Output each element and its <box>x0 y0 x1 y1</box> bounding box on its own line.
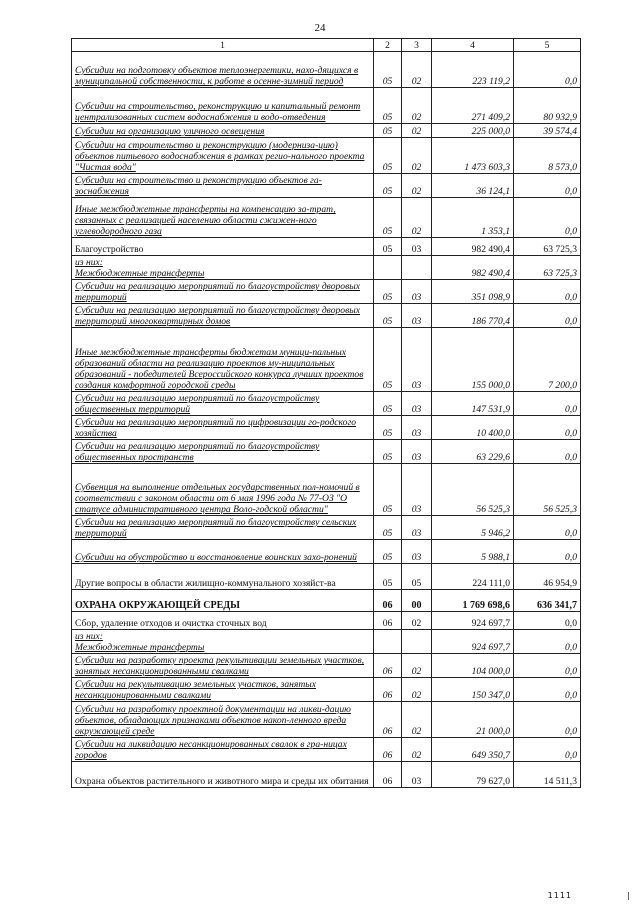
row-section-code: 05 <box>374 328 402 392</box>
row-description: Субсидии на реализацию мероприятий по благоустройству сельских территорий <box>72 516 374 540</box>
header-col-2: 2 <box>374 39 402 52</box>
row-subsection-code: 03 <box>402 516 432 540</box>
row-description: Благоустройство <box>72 238 374 256</box>
row-amount-federal: 46 954,9 <box>514 564 581 590</box>
table-row <box>72 256 581 280</box>
row-subsection-code: 03 <box>402 280 432 304</box>
row-description: Субсидии на разработку проектной документации на ликви-дацию объектов, обладающих признаками объектов накоп-ленного вреда окружающей среде <box>72 702 374 738</box>
table-row <box>72 540 581 564</box>
row-subsection-code: 02 <box>402 138 432 174</box>
table-row <box>72 52 581 88</box>
row-section-code: 05 <box>374 304 402 328</box>
row-amount-federal: 56 525,3 <box>514 464 581 516</box>
row-description: Охрана объектов растительного и животного мира и среды их обитания <box>72 762 374 788</box>
row-amount-federal: 0,0 <box>514 678 581 702</box>
row-subsection-code <box>402 630 432 654</box>
row-section-code: 05 <box>374 138 402 174</box>
row-description: Субсидии на реализацию мероприятий по благоустройству дворовых территорий многоквартирных домов <box>72 304 374 328</box>
row-amount-federal: 0,0 <box>514 392 581 416</box>
table-row <box>72 630 581 654</box>
row-description: из них: Межбюджетные трансферты <box>72 630 374 654</box>
row-section-code: 05 <box>374 52 402 88</box>
row-description: Субсидии на реализацию мероприятий по благоустройству общественных пространств <box>72 440 374 464</box>
table-row <box>72 88 581 124</box>
row-amount-federal: 63 725,3 <box>514 238 581 256</box>
row-subsection-code: 05 <box>402 564 432 590</box>
row-description: Субсидии на реализацию мероприятий по благоустройству дворовых территорий <box>72 280 374 304</box>
row-amount-total: 56 525,3 <box>432 464 514 516</box>
row-amount-total: 1 473 603,3 <box>432 138 514 174</box>
table-row <box>72 304 581 328</box>
table-row <box>72 416 581 440</box>
row-description: Субсидии на рекультивацию земельных участков, занятых несанкционированными свалками <box>72 678 374 702</box>
row-description: Иные межбюджетные трансферты бюджетам муници-пальных образований области на реализацию проектов му-ниципальных образований - победителей Всероссийского конкурса лучших проектов создания комфортной городской среды <box>72 328 374 392</box>
table-row <box>72 654 581 678</box>
row-amount-federal: 0,0 <box>514 198 581 238</box>
row-section-code: 05 <box>374 416 402 440</box>
row-amount-total: 104 000,0 <box>432 654 514 678</box>
row-subsection-code: 02 <box>402 198 432 238</box>
row-amount-federal: 14 511,3 <box>514 762 581 788</box>
row-subsection-code: 03 <box>402 304 432 328</box>
row-description: Субсидии на реализацию мероприятий по цифровизации го-родского хозяйства <box>72 416 374 440</box>
row-amount-federal: 39 574,4 <box>514 124 581 138</box>
row-amount-federal: 0,0 <box>514 630 581 654</box>
row-subsection-code: 00 <box>402 590 432 612</box>
row-amount-federal: 0,0 <box>514 612 581 630</box>
row-amount-total: 649 350,7 <box>432 738 514 762</box>
row-section-code: 05 <box>374 516 402 540</box>
row-section-code: 05 <box>374 440 402 464</box>
row-amount-federal: 636 341,7 <box>514 590 581 612</box>
row-amount-federal: 0,0 <box>514 516 581 540</box>
row-description: Сбор, удаление отходов и очистка сточных вод <box>72 612 374 630</box>
row-description: Другие вопросы в области жилищно-коммунального хозяйст-ва <box>72 564 374 590</box>
row-subsection-code: 02 <box>402 702 432 738</box>
row-subsection-code: 03 <box>402 328 432 392</box>
row-description: ОХРАНА ОКРУЖАЮЩЕЙ СРЕДЫ <box>72 590 374 612</box>
row-section-code: 05 <box>374 280 402 304</box>
table-row <box>72 516 581 540</box>
row-subsection-code: 03 <box>402 762 432 788</box>
row-amount-total: 150 347,0 <box>432 678 514 702</box>
row-amount-federal: 0,0 <box>514 52 581 88</box>
row-amount-federal: 0,0 <box>514 416 581 440</box>
row-section-code: 06 <box>374 678 402 702</box>
row-amount-total: 223 119,2 <box>432 52 514 88</box>
row-subsection-code: 02 <box>402 52 432 88</box>
header-col-3: 3 <box>402 39 432 52</box>
row-subsection-code: 03 <box>402 540 432 564</box>
row-description: Субсидии на строительство и реконструкцию (модерниза-цию) объектов питьевого водоснабжения в рамках регио-нального проекта "Чистая вода" <box>72 138 374 174</box>
row-amount-total: 21 000,0 <box>432 702 514 738</box>
row-description: из них: Межбюджетные трансферты <box>72 256 374 280</box>
row-subsection-code: 02 <box>402 612 432 630</box>
row-amount-total: 79 627,0 <box>432 762 514 788</box>
row-amount-federal: 80 932,9 <box>514 88 581 124</box>
table-row <box>72 328 581 392</box>
row-description: Субсидии на организацию уличного освещения <box>72 124 374 138</box>
row-amount-federal: 0,0 <box>514 654 581 678</box>
row-section-code <box>374 256 402 280</box>
row-amount-federal: 0,0 <box>514 440 581 464</box>
row-section-code: 05 <box>374 392 402 416</box>
row-section-code: 06 <box>374 654 402 678</box>
row-amount-total: 1 769 698,6 <box>432 590 514 612</box>
row-subsection-code: 02 <box>402 678 432 702</box>
row-section-code: 05 <box>374 124 402 138</box>
row-amount-total: 982 490,4 <box>432 238 514 256</box>
row-amount-total: 5 946,2 <box>432 516 514 540</box>
row-description: Субсидии на строительство, реконструкцию и капитальный ремонт централизованных систем водоснабжения и водо-отведения <box>72 88 374 124</box>
row-amount-total: 271 409,2 <box>432 88 514 124</box>
row-subsection-code: 02 <box>402 738 432 762</box>
table-row <box>72 564 581 590</box>
row-amount-total: 63 229,6 <box>432 440 514 464</box>
row-section-code: 05 <box>374 198 402 238</box>
row-section-code: 05 <box>374 174 402 198</box>
row-subsection-code: 03 <box>402 440 432 464</box>
row-section-code: 05 <box>374 88 402 124</box>
row-amount-total: 36 124,1 <box>432 174 514 198</box>
header-row <box>72 39 581 52</box>
row-section-code: 05 <box>374 540 402 564</box>
row-section-code: 06 <box>374 762 402 788</box>
table-row <box>72 124 581 138</box>
row-subsection-code: 03 <box>402 238 432 256</box>
row-description: Иные межбюджетные трансферты на компенсацию за-трат, связанных с реализацией населению области сжижен-ного углеводородного газа <box>72 198 374 238</box>
table-row <box>72 612 581 630</box>
row-subsection-code: 03 <box>402 392 432 416</box>
row-amount-federal: 0,0 <box>514 174 581 198</box>
row-section-code: 05 <box>374 238 402 256</box>
row-subsection-code: 02 <box>402 88 432 124</box>
row-amount-total: 224 111,0 <box>432 564 514 590</box>
row-subsection-code <box>402 256 432 280</box>
row-description: Субсидии на обустройство и восстановление воинских захо-ронений <box>72 540 374 564</box>
row-amount-total: 982 490,4 <box>432 256 514 280</box>
table-row <box>72 392 581 416</box>
row-description: Субсидии на разработку проекта рекультивации земельных участков, занятых несанкционированными свалками <box>72 654 374 678</box>
edge-mark: | <box>627 891 630 900</box>
table-row <box>72 590 581 612</box>
row-amount-total: 225 000,0 <box>432 124 514 138</box>
row-amount-federal: 63 725,3 <box>514 256 581 280</box>
row-description: Субсидии на ликвидацию несанкционированных свалок в гра-ницах городов <box>72 738 374 762</box>
row-amount-total: 10 400,0 <box>432 416 514 440</box>
table-row <box>72 198 581 238</box>
row-amount-federal: 0,0 <box>514 738 581 762</box>
row-description: Субсидии на строительство и реконструкцию объектов га-зоснабжения <box>72 174 374 198</box>
row-subsection-code: 03 <box>402 464 432 516</box>
row-section-code: 05 <box>374 564 402 590</box>
table-row <box>72 238 581 256</box>
table-row <box>72 174 581 198</box>
row-section-code: 06 <box>374 702 402 738</box>
header-col-5: 5 <box>514 39 581 52</box>
row-amount-federal: 8 573,0 <box>514 138 581 174</box>
footer-mark: 1111 <box>547 891 572 900</box>
row-amount-total: 351 098,9 <box>432 280 514 304</box>
budget-table <box>71 38 581 788</box>
row-section-code <box>374 630 402 654</box>
row-subsection-code: 02 <box>402 124 432 138</box>
table-row <box>72 440 581 464</box>
row-amount-federal: 0,0 <box>514 280 581 304</box>
table-row <box>72 138 581 174</box>
row-section-code: 06 <box>374 590 402 612</box>
row-amount-total: 924 697,7 <box>432 612 514 630</box>
row-section-code: 06 <box>374 738 402 762</box>
table-row <box>72 762 581 788</box>
row-amount-total: 186 770,4 <box>432 304 514 328</box>
row-amount-total: 155 000,0 <box>432 328 514 392</box>
row-amount-total: 147 531,9 <box>432 392 514 416</box>
row-subsection-code: 02 <box>402 654 432 678</box>
row-amount-total: 1 353,1 <box>432 198 514 238</box>
row-amount-total: 924 697,7 <box>432 630 514 654</box>
row-amount-federal: 0,0 <box>514 702 581 738</box>
table-row <box>72 678 581 702</box>
row-description: Субвенция на выполнение отдельных государственных пол-номочий в соответствии с законом области от 6 мая 1996 года № 77-ОЗ "О статусе административного центра Воло-годской области" <box>72 464 374 516</box>
table-row <box>72 280 581 304</box>
header-col-1: 1 <box>72 39 374 52</box>
header-col-4: 4 <box>432 39 514 52</box>
row-subsection-code: 03 <box>402 416 432 440</box>
row-section-code: 06 <box>374 612 402 630</box>
row-amount-total: 5 988,1 <box>432 540 514 564</box>
table-row <box>72 464 581 516</box>
row-section-code: 05 <box>374 464 402 516</box>
row-subsection-code: 02 <box>402 174 432 198</box>
row-description: Субсидии на подготовку объектов теплоэнергетики, нахо-дящихся в муниципальной собственности, к работе в осенне-зимний период <box>72 52 374 88</box>
row-amount-federal: 0,0 <box>514 540 581 564</box>
row-description: Субсидии на реализацию мероприятий по благоустройству общественных территорий <box>72 392 374 416</box>
row-amount-federal: 0,0 <box>514 304 581 328</box>
page-number: 24 <box>314 22 326 34</box>
table-row <box>72 702 581 738</box>
table-row <box>72 738 581 762</box>
row-amount-federal: 7 200,0 <box>514 328 581 392</box>
